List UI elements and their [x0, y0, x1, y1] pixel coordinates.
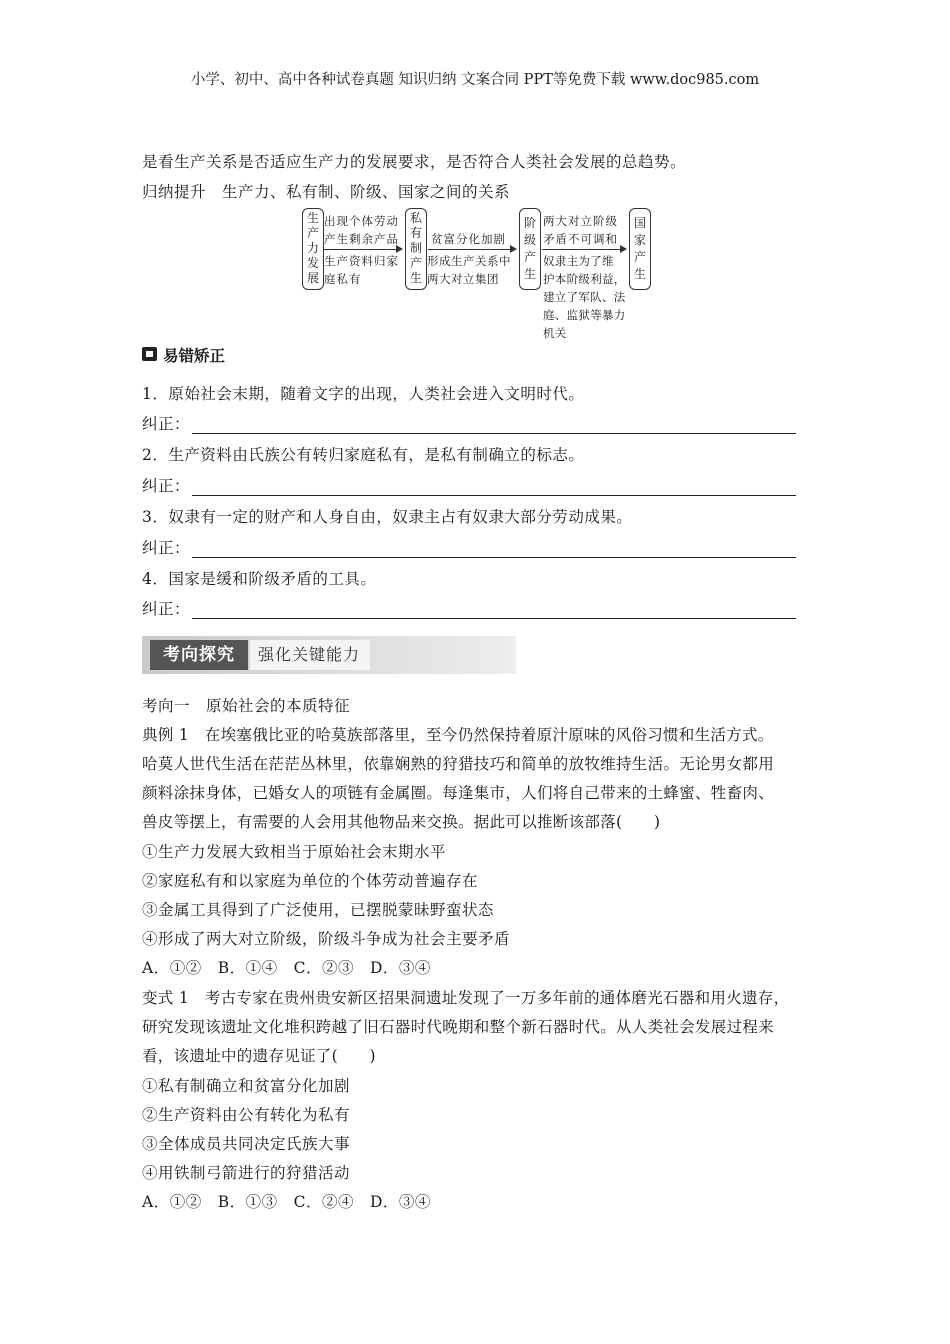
edge1-top-text: 出现个体劳动 产生剩余产品	[324, 214, 399, 246]
arrow-line	[324, 249, 396, 250]
arrow-head	[510, 245, 517, 253]
answer-blank[interactable]	[192, 481, 796, 496]
example1-option-1: ①生产力发展大致相当于原始社会末期水平	[142, 843, 447, 861]
correction-line-3[interactable]: 纠正：	[142, 536, 796, 558]
direction-title: 考向一 原始社会的本质特征	[142, 697, 351, 715]
correction-line-4[interactable]: 纠正：	[142, 597, 796, 619]
edge1-bottom-text: 生产资料归家 庭私有	[324, 254, 399, 286]
banner-subtitle: 强化关键能力	[250, 640, 370, 670]
arrow-line	[542, 249, 620, 250]
answer-blank[interactable]	[192, 543, 796, 558]
node-productivity: 生产力发展	[302, 208, 324, 290]
error-item-3: 3．奴隶有一定的财产和人身自由，奴隶主占有奴隶大部分劳动成果。	[142, 508, 633, 526]
edge3-bottom-text: 奴隶主为了维 护本阶级利益， 建立了军队、法 庭、监狱等暴力 机关	[543, 254, 626, 340]
variant1-option-4: ④用铁制弓箭进行的狩猎活动	[142, 1164, 351, 1182]
edge2-top-text: 贫富分化加剧	[431, 232, 506, 246]
example1-option-2: ②家庭私有和以家庭为单位的个体劳动普遍存在	[142, 872, 479, 890]
summary-title: 归纳提升 生产力、私有制、阶级、国家之间的关系	[142, 183, 511, 201]
error-section-title: 易错矫正	[163, 347, 226, 365]
page-header: 小学、初中、高中各种试卷真题 知识归纳 文案合同 PPT等免费下载 www.doc985.com	[190, 72, 760, 88]
example1-option-4: ④形成了两大对立阶级，阶级斗争成为社会主要矛盾	[142, 930, 511, 948]
variant1-line-1: 变式 1 考古专家在贵州贵安新区招果洞遗址发现了一万多年前的通体磨光石器和用火遗存，	[142, 989, 790, 1007]
correction-line-1[interactable]: 纠正：	[142, 412, 796, 434]
error-item-1: 1．原始社会末期，随着文字的出现，人类社会进入文明时代。	[142, 385, 585, 403]
variant1-line-3: 看，该遗址中的遗存见证了( )	[142, 1047, 376, 1065]
error-item-4: 4．国家是缓和阶级矛盾的工具。	[142, 570, 377, 588]
example1-line-1: 典例 1 在埃塞俄比亚的哈莫族部落里，至今仍然保持着原汁原味的风俗习惯和生活方式。	[142, 726, 774, 744]
section-icon	[142, 347, 157, 361]
edge2-bottom-text: 形成生产关系中 两大对立集团	[427, 254, 511, 286]
variant1-answers[interactable]: A．①② B．①③ C．②④ D．③④	[142, 1193, 431, 1211]
answer-blank[interactable]	[192, 604, 796, 619]
error-item-2: 2．生产资料由氏族公有转归家庭私有，是私有制确立的标志。	[142, 446, 585, 464]
example1-answers[interactable]: A．①② B．①④ C．②③ D．③④	[142, 959, 431, 977]
node-class: 阶级产生	[519, 208, 541, 290]
intro-line: 是看生产关系是否适应生产力的发展要求，是否符合人类社会发展的总趋势。	[142, 153, 687, 171]
node-state: 国家产生	[629, 208, 651, 290]
arrow-line	[428, 249, 510, 250]
example1-line-4: 兽皮等摆上，有需要的人会用其他物品来交换。据此可以推断该部落( )	[142, 813, 661, 831]
edge3-top-text: 两大对立阶级 矛盾不可调和	[543, 214, 618, 246]
correction-line-2[interactable]: 纠正：	[142, 474, 796, 496]
example1-line-2: 哈莫人世代生活在茫茫丛林里，依靠娴熟的狩猎技巧和简单的放牧维持生活。无论男女都用	[142, 755, 775, 773]
variant1-option-1: ①私有制确立和贫富分化加剧	[142, 1077, 351, 1095]
banner-title: 考向探究	[150, 640, 248, 670]
variant1-option-2: ②生产资料由公有转化为私有	[142, 1106, 351, 1124]
node-private-ownership: 私有制产生	[405, 208, 427, 290]
variant1-option-3: ③全体成员共同决定氏族大事	[142, 1135, 351, 1153]
variant1-line-2: 研究发现该遗址文化堆积跨越了旧石器时代晚期和整个新石器时代。从人类社会发展过程来	[142, 1018, 775, 1036]
answer-blank[interactable]	[192, 419, 796, 434]
example1-option-3: ③金属工具得到了广泛使用，已摆脱蒙昧野蛮状态	[142, 901, 495, 919]
example1-line-3: 颜料涂抹身体，已婚女人的项链有金属圈。每逢集市，人们将自己带来的土蜂蜜、牲畜肉、	[142, 784, 775, 802]
